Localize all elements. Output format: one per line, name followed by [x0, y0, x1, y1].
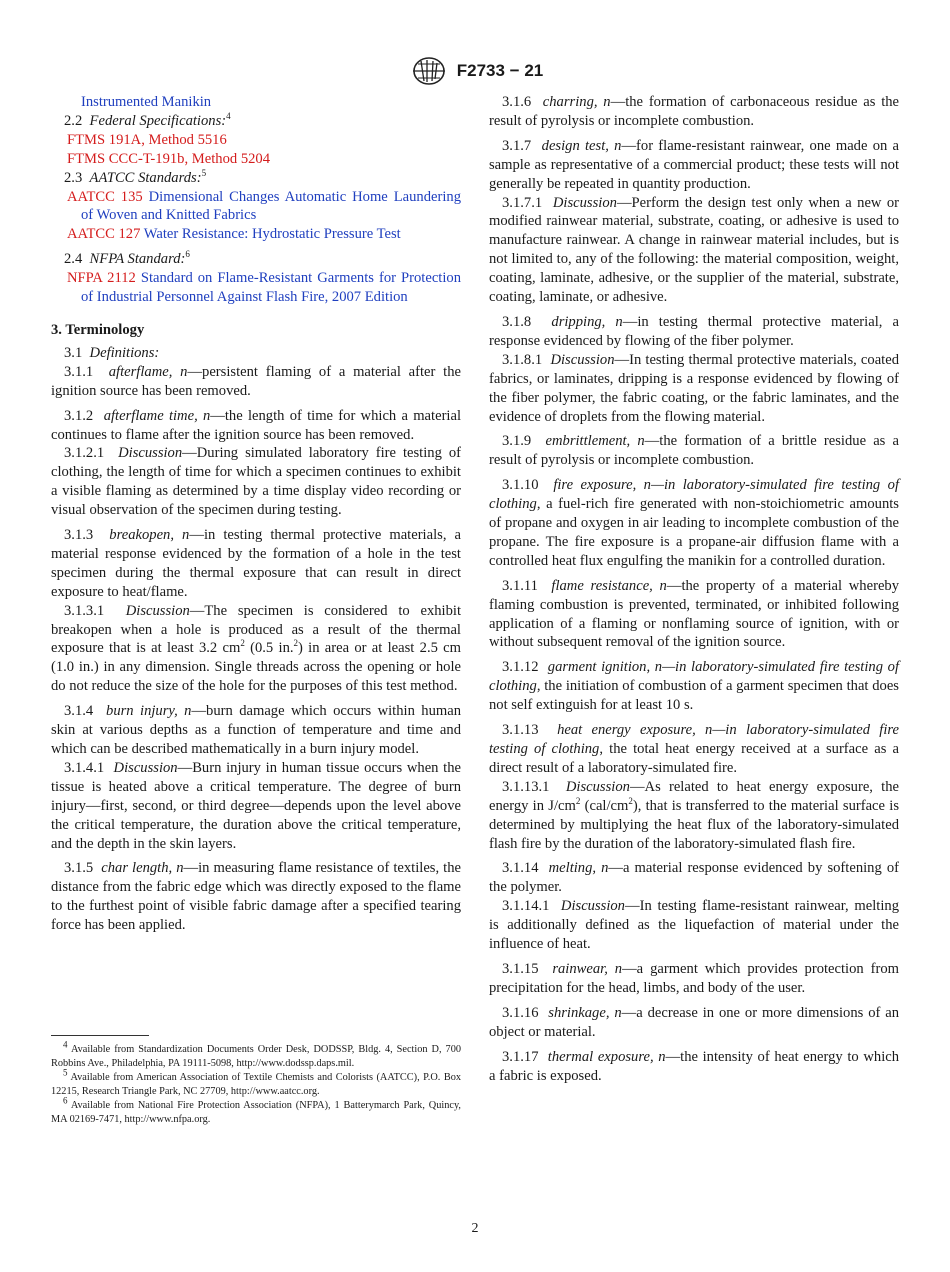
term-3-1-2: 3.1.2 afterflame time, n—the length of time for which a material continues to flame after the ignition source has been removed.: [51, 407, 462, 443]
term-3-1-11: 3.1.11 flame resistance, n—the property of a material whereby flaming combustion is prevented, terminated, or inhibited following application of a flaming or nonflaming source of ignition, with or without subsequent removal of the ignition source.: [489, 577, 900, 651]
term-3-1-13: 3.1.13 heat energy exposure, n—in laboratory-simulated fire testing of clothing, the total heat energy received at a surface as a direct result of a laboratory-simulated fire.: [489, 722, 900, 776]
term-3-1-12: 3.1.12 garment ignition, n—in laboratory-simulated fire testing of clothing, the initiation of combustion of a garment specimen that does not self extinguish for at least 10 s.: [489, 659, 899, 714]
reference-nfpa-2112[interactable]: NFPA 2112 Standard on Flame-Resistant Garments for Protection of Industrial Personnel Against Flash Fire, 2007 Edition: [67, 270, 461, 306]
astm-logo-icon: [407, 56, 451, 86]
footnote-4: $^4$ Available from Standardization Documents Order Desk, DODSSP, Bldg. 4, Section D, 700 Robbins Ave., Philadelphia, PA 19111-5098, http://www.dodssp.daps.mil.: [51, 1039, 461, 1069]
term-3-1-1: 3.1.1 afterflame, n—persistent flaming of a material after the ignition source has been removed.: [51, 363, 461, 399]
document-designation: F2733 − 21: [456, 61, 544, 80]
subsection-2-2: 2.2 Federal Specifications:$^4$: [64, 111, 231, 129]
term-3-1-8-1: 3.1.8.1 Discussion—In testing thermal protective materials, coated fabrics, or laminates, dripping is a response evidenced by flowing of the fiber polymer, the fabric coating, or the fabric laminates, and the evidence of droplets from the flowing material.: [489, 351, 900, 425]
subsection-3-1: 3.1 Definitions:: [64, 344, 160, 361]
term-3-1-13-1: 3.1.13.1 Discussion—As related to heat energy exposure, the energy in $J/cm^2$ $(cal/cm^2)$, that is transferred to the material surface is determined by multiplying the heat flux of the laboratory-simulated flash fire by the duration of the laboratory-simulated flash fire.: [489, 778, 899, 852]
term-3-1-14-1: 3.1.14.1 Discussion—In testing flame-resistant rainwear, melting is additionally defined as the liquefaction of material under the influence of heat.: [489, 898, 900, 953]
footnote-5: $^5$ Available from American Association of Textile Chemists and Colorists (AATCC), P.O. Box 12215, Research Triangle Park, NC 27709, http://www.aatcc.org.: [51, 1067, 461, 1097]
term-3-1-8: 3.1.8 dripping, n—in testing thermal protective material, a response evidenced by flowing of the fiber polymer.: [489, 313, 899, 349]
reference-aatcc-127[interactable]: AATCC 127 Water Resistance: Hydrostatic Pressure Test: [67, 226, 401, 243]
term-3-1-10: 3.1.10 fire exposure, n—in laboratory-simulated fire testing of clothing, a fuel-rich fire generated with non-stoichiometric amounts of propane and oxygen in air leading to incomplete combustion of the propane. The fire exposure is a propane-air diffusion flame with a controlled heat flux engulfing the manikin for a controlled duration.: [489, 477, 900, 569]
term-3-1-15: 3.1.15 rainwear, n—a garment which provides protection from precipitation for the head, limbs, and body of the user.: [489, 960, 899, 996]
reference-ftms-ccc[interactable]: FTMS CCC-T-191b, Method 5204: [67, 150, 271, 167]
term-3-1-7: 3.1.7 design test, n—for flame-resistant rainwear, one made on a sample as representative of a commercial product; these tests will not generally be repeated in quantity production.: [489, 137, 899, 192]
term-3-1-17: 3.1.17 thermal exposure, n—the intensity of heat energy to which a fabric is exposed.: [489, 1048, 900, 1084]
term-3-1-9: 3.1.9 embrittlement, n—the formation of a brittle residue as a result of pyrolysis or incomplete combustion.: [489, 433, 899, 469]
page-header: [0, 54, 950, 88]
left-column: [51, 93, 461, 935]
term-3-1-4-1: 3.1.4.1 Discussion—Burn injury in human tissue occurs when the tissue is heated above a critical temperature. The degree of burn injury—first, second, or third degree—depends upon the level above the critical temperature, the duration above the critical temperature, and the depth in the skin layers.: [51, 759, 461, 852]
reference-aatcc-135[interactable]: AATCC 135 Dimensional Changes Automatic Home Laundering of Woven and Knitted Fabrics: [67, 188, 461, 224]
section-heading-terminology: 3. Terminology: [51, 321, 145, 338]
term-3-1-7-1: 3.1.7.1 Discussion—Perform the design test only when a new or modified rainwear material, substrate, coating, or adhesive is used to manufacture rainwear. A change in rainwear material includes, but is not limited to, any of the following: the material composition, weight, coating, laminate, adhesive, or the supplier of the material, substrate, coating, laminate, or adhesive.: [489, 194, 899, 306]
term-3-1-3: 3.1.3 breakopen, n—in testing thermal protective materials, a material response evidenced by the formation of a hole in the test specimen during the thermal exposure that can result in direct exposure to heat/flame.: [51, 527, 462, 600]
subsection-2-3: 2.3 AATCC Standards:$^5$: [64, 167, 207, 186]
term-3-1-6: 3.1.6 charring, n—the formation of carbonaceous residue as the result of pyrolysis or incomplete combustion.: [489, 94, 900, 129]
term-3-1-4: 3.1.4 burn injury, n—burn damage which occurs within human skin at various depths as a function of temperature and time and which can be described mathematically in a burn injury model.: [51, 703, 462, 757]
term-3-1-3-1: 3.1.3.1 Discussion—The specimen is considered to exhibit breakopen when a hole is produced as a result of the thermal exposure that is at least 3.2 $cm^2$ (0.5 in.$^2$) in area or at least 2.5 cm (1.0 in.) in any dimension. Single threads across the opening or hole do not reduce the size of the hole for the purposes of this test method.: [51, 602, 462, 695]
footnote-divider: [51, 1035, 149, 1036]
term-3-1-5: 3.1.5 char length, n—in measuring flame resistance of textiles, the distance from the fabric edge which was directly exposed to the flame to the furthest point of visible fabric damage after a specified tearing force has been applied.: [51, 860, 461, 934]
footnote-6: $^6$ Available from National Fire Protection Association (NFPA), 1 Batterymarch Park, Quincy, MA 02169-7471, http://www.nfpa.org.: [51, 1095, 461, 1125]
reference-continuation[interactable]: Instrumented Manikin: [81, 94, 212, 110]
term-3-1-16: 3.1.16 shrinkage, n—a decrease in one or more dimensions of an object or material.: [489, 1004, 900, 1040]
right-column: [489, 93, 899, 1085]
term-3-1-2-1: 3.1.2.1 Discussion—During simulated laboratory fire testing of clothing, the length of time for which a specimen continues to exhibit a visible flaming as determined by a time display video recording or visual observation of the specimen during testing.: [51, 445, 462, 519]
term-3-1-14: 3.1.14 melting, n—a material response evidenced by softening of the polymer.: [489, 860, 899, 896]
footnotes: [51, 1035, 461, 1127]
page-number: 2: [471, 1221, 479, 1236]
subsection-2-4: 2.4 NFPA Standard:$^6$: [64, 249, 190, 268]
reference-ftms-191a[interactable]: FTMS 191A, Method 5516: [67, 131, 227, 148]
